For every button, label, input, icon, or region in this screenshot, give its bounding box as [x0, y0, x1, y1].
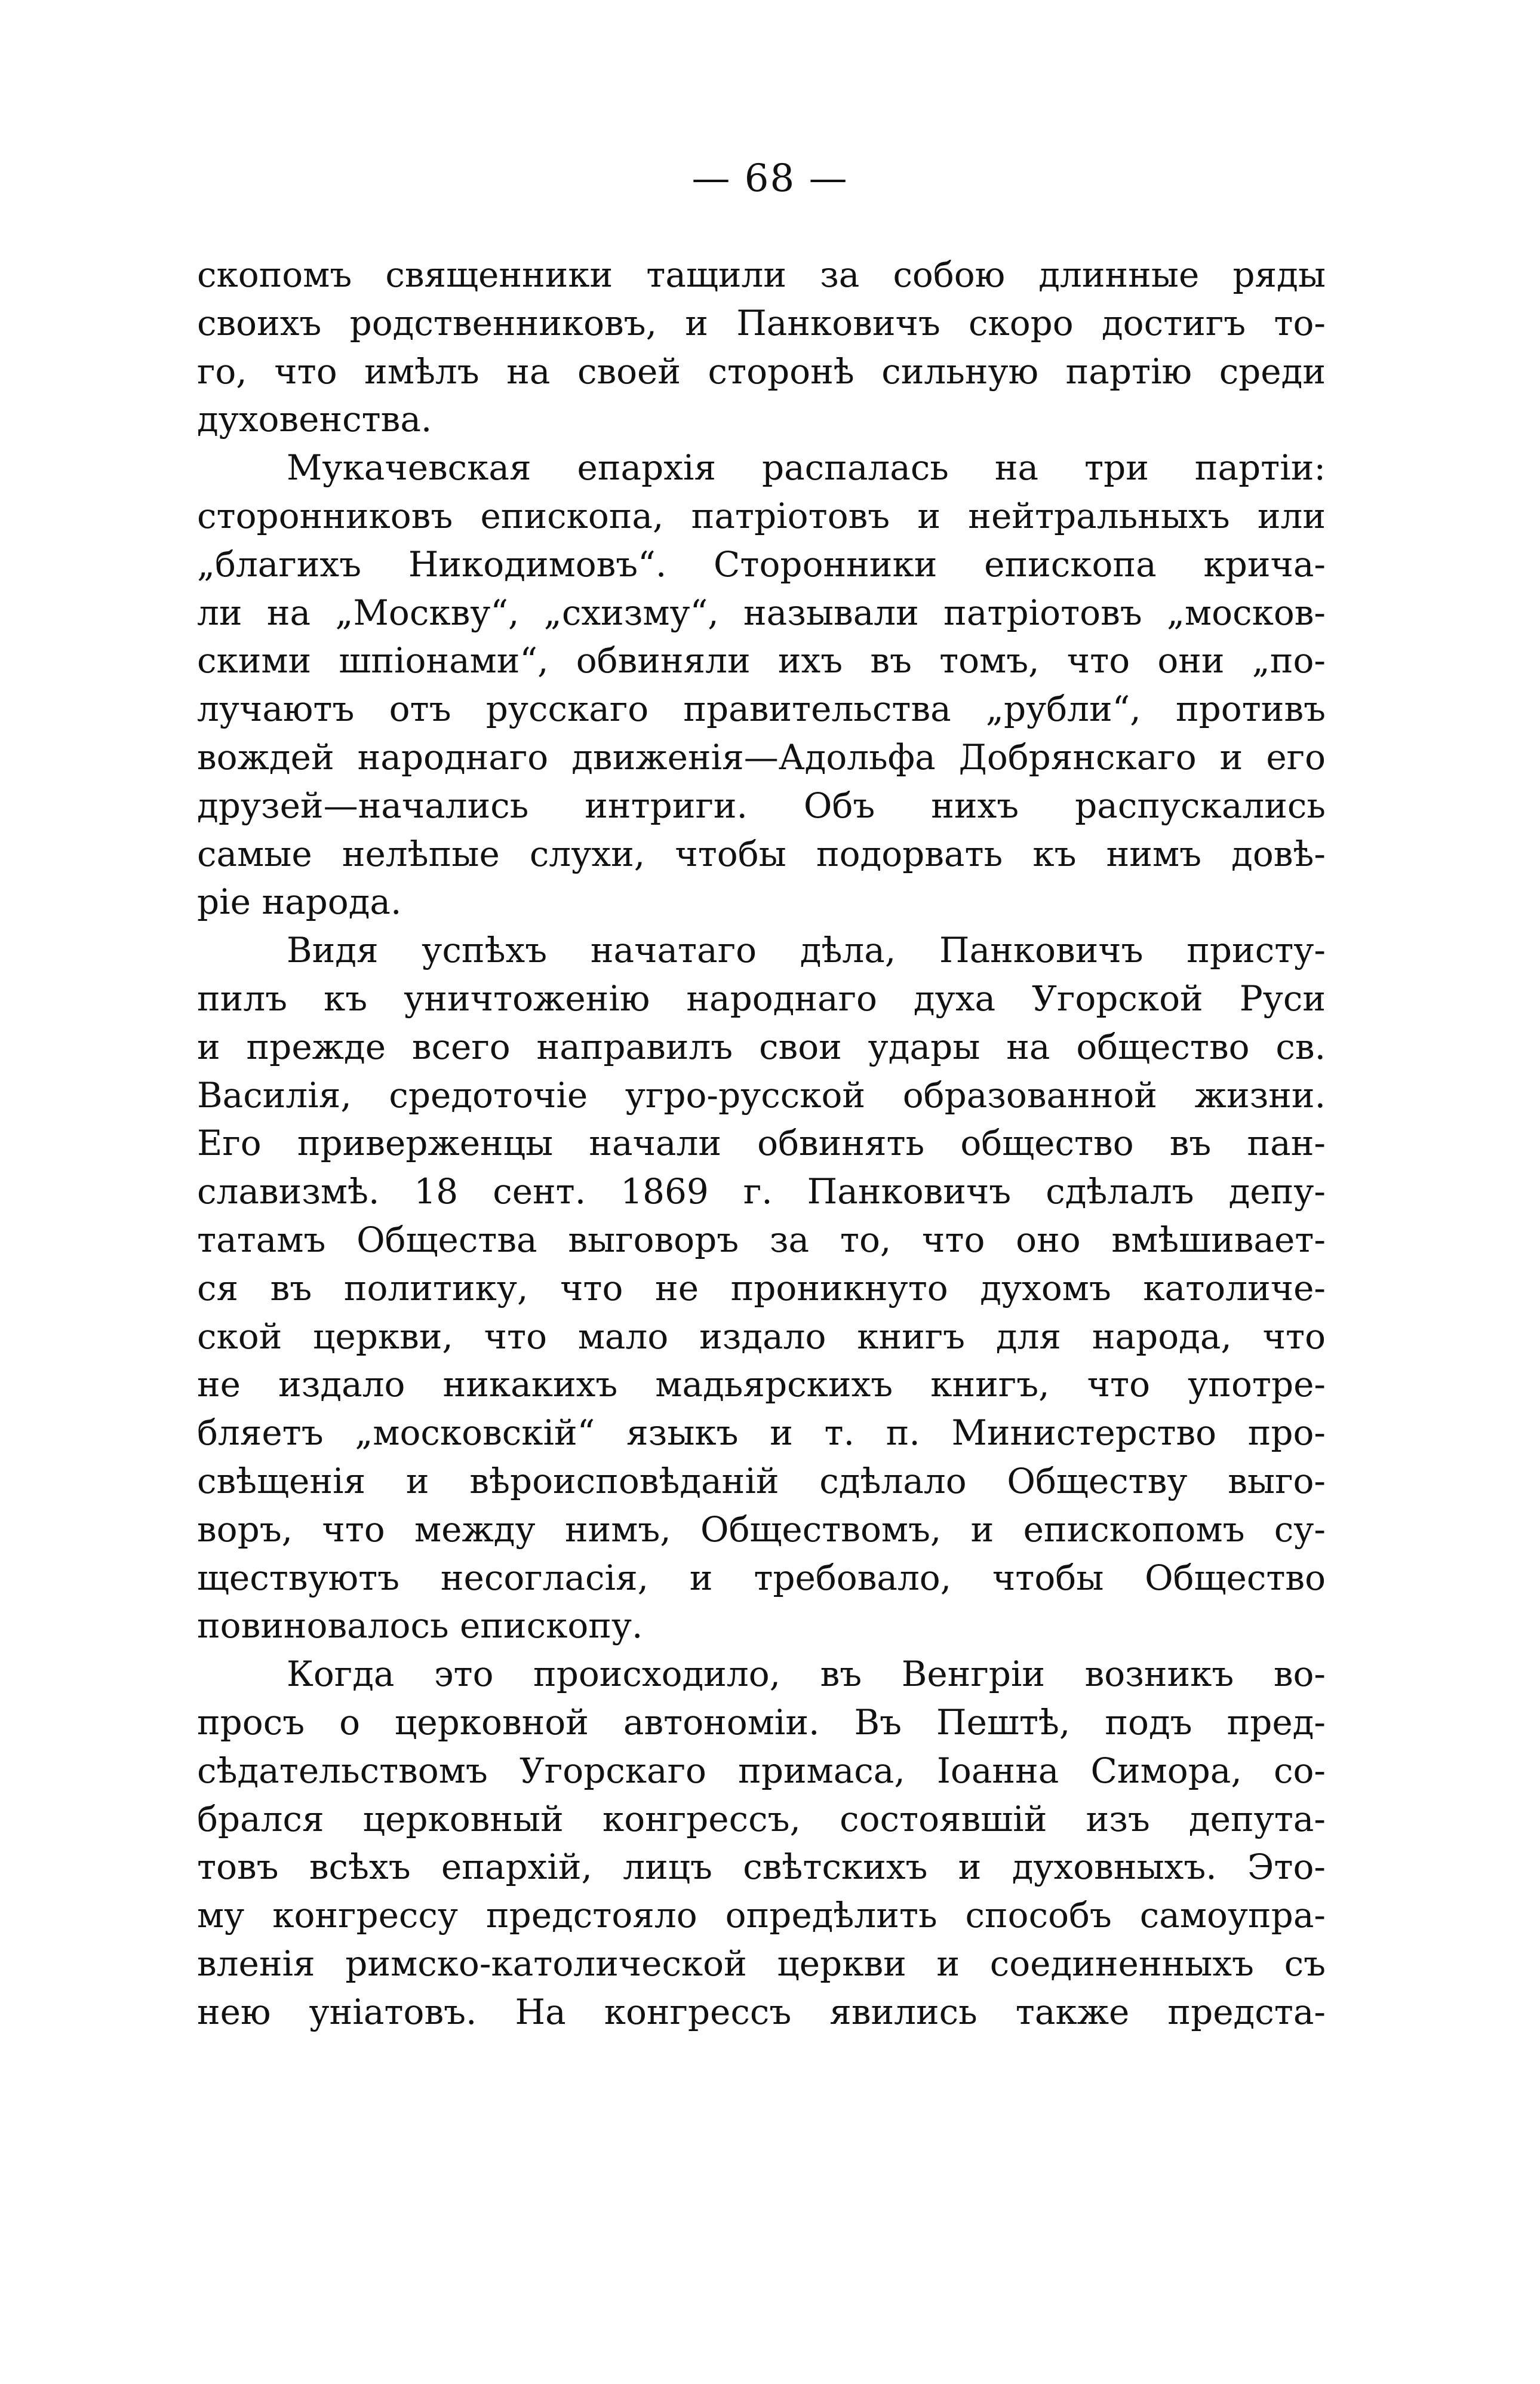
- text-line: скими шпіонами“, обвиняли ихъ въ томъ, что они „по-: [197, 640, 1326, 681]
- body-text: [197, 251, 1326, 2036]
- text-line: своихъ родственниковъ, и Панковичъ скоро достигъ то-: [197, 302, 1326, 343]
- text-line: бляетъ „московскій“ языкъ и т. п. Министерство про-: [197, 1412, 1326, 1454]
- text-line: пилъ къ уничтоженію народнаго духа Угорской Руси: [197, 978, 1326, 1019]
- text-line: не издало никакихъ мадьярскихъ книгъ, что употре-: [197, 1364, 1326, 1405]
- text-line: Его приверженцы начали обвинять общество въ пан-: [197, 1123, 1326, 1164]
- text-line: свѣщенія и вѣроисповѣданій сдѣлало Обществу выго-: [197, 1460, 1326, 1501]
- text-line: сторонниковъ епископа, патріотовъ и нейтральныхъ или: [197, 495, 1326, 536]
- text-line: вождей народнаго движенія—Адольфа Добрянскаго и его: [197, 736, 1326, 778]
- text-line: воръ, что между нимъ, Обществомъ, и епископомъ су-: [197, 1509, 1326, 1550]
- text-line: и прежде всего направилъ свои удары на общество св.: [197, 1026, 1326, 1067]
- text-line: скопомъ священники тащили за собою длинные ряды: [197, 254, 1326, 295]
- text-line: татамъ Общества выговоръ за то, что оно вмѣшивает-: [197, 1219, 1326, 1260]
- text-line: повиновалось епископу.: [197, 1605, 643, 1646]
- text-line: славизмѣ. 18 сент. 1869 г. Панковичъ сдѣлалъ депу-: [197, 1171, 1326, 1212]
- text-line: брался церковный конгрессъ, состоявшій изъ депута-: [197, 1798, 1326, 1839]
- text-line: ли на „Москву“, „схизму“, называли патріотовъ „москов-: [197, 592, 1326, 633]
- text-line: ской церкви, что мало издало книгъ для народа, что: [197, 1316, 1326, 1357]
- text-line: лучаютъ отъ русскаго правительства „рубли“, противъ: [197, 689, 1326, 730]
- text-line: сѣдательствомъ Угорскаго примаса, Іоанна Симора, со-: [197, 1750, 1326, 1791]
- text-line: Видя успѣхъ начатаго дѣла, Панковичъ присту-: [287, 930, 1326, 971]
- text-line: ся въ политику, что не проникнуто духомъ католиче-: [197, 1267, 1326, 1308]
- text-line: духовенства.: [197, 399, 432, 440]
- page-number: — 68 —: [691, 156, 849, 201]
- text-line: самые нелѣпые слухи, чтобы подорвать къ нимъ довѣ-: [197, 833, 1326, 874]
- text-line: друзей—начались интриги. Объ нихъ распускались: [197, 785, 1326, 826]
- text-line: товъ всѣхъ епархій, лицъ свѣтскихъ и духовныхъ. Это-: [197, 1847, 1326, 1888]
- text-line: нею уніатовъ. На конгрессъ явились также предста-: [197, 1991, 1326, 2032]
- text-line: Когда это происходило, въ Венгріи возникъ во-: [287, 1654, 1326, 1695]
- text-line: „благихъ Никодимовъ“. Сторонники епископа крича-: [197, 543, 1326, 585]
- text-line: ществуютъ несогласія, и требовало, чтобы Общество: [197, 1557, 1326, 1598]
- text-line: го, что имѣлъ на своей сторонѣ сильную партію среди: [197, 351, 1326, 392]
- text-line: Мукачевская епархія распалась на три партіи:: [287, 447, 1326, 489]
- text-line: Василія, средоточіе угро-русской образованной жизни.: [197, 1074, 1326, 1116]
- text-line: му конгрессу предстояло опредѣлить способъ самоупра-: [197, 1895, 1326, 1936]
- text-line: просъ о церковной автономіи. Въ Пештѣ, подъ пред-: [197, 1701, 1326, 1743]
- text-line: ріе народа.: [197, 881, 402, 923]
- text-line: вленія римско-католической церкви и соединенныхъ съ: [197, 1943, 1326, 1984]
